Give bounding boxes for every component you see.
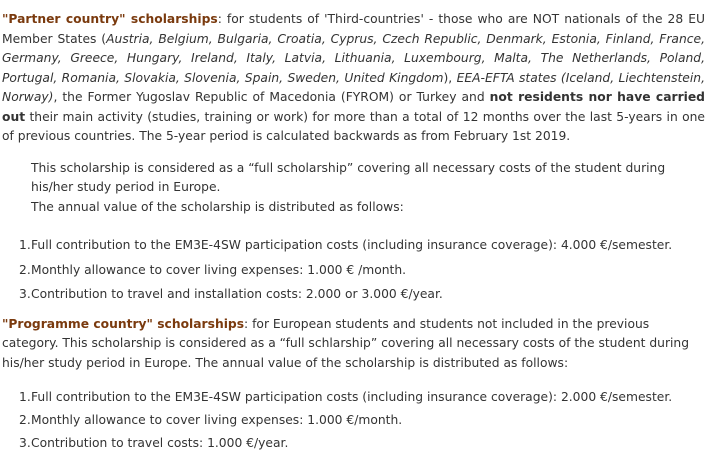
list-item: 1. Full contribution to the EM3E-4SW participation costs (including insurance coverage): 2.000 €/semester. <box>19 390 673 404</box>
list-item: 3. Contribution to travel and installation costs: 2.000 or 3.000 €/year. <box>19 287 443 301</box>
list-item: 1. Full contribution to the EM3E-4SW participation costs (including insurance coverage): 4.000 €/semester. <box>19 238 673 252</box>
partner-country-paragraph <box>2 10 705 147</box>
programme-text: : for European students and students not included in the previous category. This scholarship is considered as a “full schlarship” covering all necessary costs of the student during his/her study period in Europe. The annual value of the scholarship is distributed as follows: <box>2 316 690 370</box>
list-item: 2. Monthly allowance to cover living expenses: 1.000 €/month. <box>19 413 403 427</box>
eea-efta-states: EEA-EFTA states (Iceland, Liechtenstein, Norway) <box>2 70 705 104</box>
partner-cost-list <box>2 233 705 307</box>
list-item: 3. Contribution to travel costs: 1.000 €/year. <box>19 436 289 450</box>
eu-member-states-list: Austria, Belgium, Bulgaria, Croatia, Cyprus, Czech Republic, Denmark, Estonia, Finland, France, Germany, Greece, Hungary, Ireland, Italy, Latvia, Lithuania, Luxembourg, Malta, The Netherlands, Poland, Portugal, Romania, Slovakia, Slovenia, Spain, Sweden, United Kingdom <box>2 31 705 85</box>
residency-condition: not residents nor have carried out <box>2 90 705 124</box>
full-scholarship-note: This scholarship is considered as a “full scholarship” covering all necessary costs of the student during his/her study period in Europe. <box>31 160 666 194</box>
programme-cost-list <box>2 386 705 455</box>
partner-text-1: : for students of 'Third-countries' - those who are NOT nationals of the 28 EU Member States ( <box>2 12 705 46</box>
partner-text-4: their main activity (studies, training or work) for more than a total of 12 months over the last 5-years in one of previous countries. The 5-year period is calculated backwards as from February 1st 2019. <box>2 109 705 143</box>
document-body <box>2 10 705 455</box>
partner-text-2: ), <box>443 70 457 85</box>
list-item: 2. Monthly allowance to cover living expenses: 1.000 € /month. <box>19 262 407 277</box>
programme-country-heading: "Programme country" scholarships <box>2 316 245 331</box>
partner-scholarship-note <box>31 159 705 218</box>
programme-country-paragraph <box>2 315 705 374</box>
partner-text-3: , the Former Yugoslav Republic of Macedonia (FYROM) or Turkey and <box>53 90 490 104</box>
annual-value-note: The annual value of the scholarship is distributed as follows: <box>31 199 404 214</box>
partner-country-heading: "Partner country" scholarships <box>2 12 218 26</box>
